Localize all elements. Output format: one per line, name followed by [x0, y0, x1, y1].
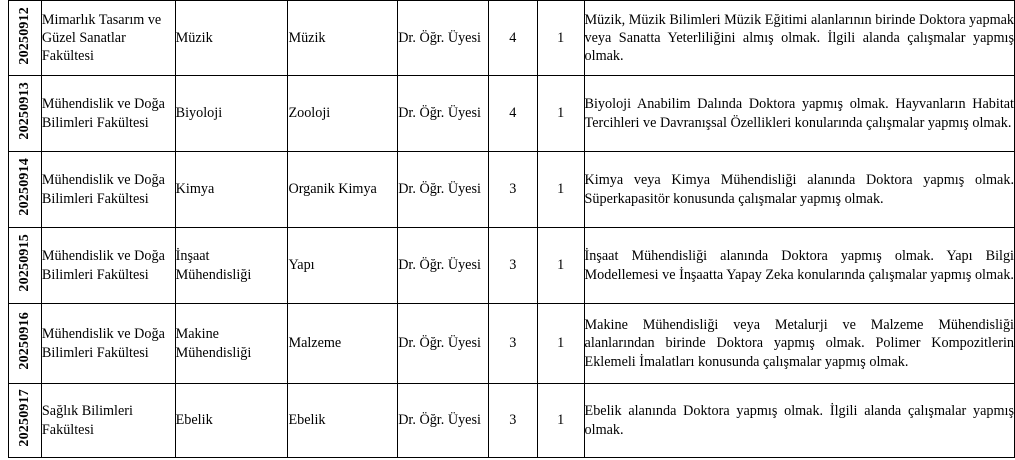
field-cell: Müzik: [288, 1, 398, 76]
table-row: [9, 76, 1015, 152]
position-code: 20250913: [16, 82, 32, 140]
count-cell: 1: [537, 304, 584, 384]
field-cell: Organik Kimya: [288, 152, 398, 228]
faculty-cell: Sağlık Bilimleri Fakültesi: [41, 384, 175, 458]
count-cell: 1: [537, 152, 584, 228]
count-cell: 1: [537, 1, 584, 76]
table-row: [9, 1, 1015, 76]
title-cell: Dr. Öğr. Üyesi: [398, 152, 489, 228]
position-code-cell: [9, 228, 42, 304]
degree-cell: 3: [488, 228, 537, 304]
department-cell: Müzik: [175, 1, 288, 76]
position-code: 20250912: [16, 6, 32, 65]
faculty-cell: Mühendislik ve Doğa Bilimleri Fakültesi: [41, 76, 175, 152]
position-code: 20250917: [16, 389, 32, 447]
position-code: 20250915: [16, 234, 32, 292]
faculty-cell: Mühendislik ve Doğa Bilimleri Fakültesi: [41, 304, 175, 384]
title-cell: Dr. Öğr. Üyesi: [398, 1, 489, 76]
position-code-cell: [9, 1, 42, 76]
field-cell: Malzeme: [288, 304, 398, 384]
table-row: [9, 152, 1015, 228]
faculty-cell: Mimarlık Tasarım ve Güzel Sanatlar Fakültesi: [41, 1, 175, 76]
count-cell: 1: [537, 228, 584, 304]
department-cell: Biyoloji: [175, 76, 288, 152]
title-cell: Dr. Öğr. Üyesi: [398, 228, 489, 304]
description-cell: Müzik, Müzik Bilimleri Müzik Eğitimi alanlarının birinde Doktora yapmak veya Sanatta Yeterliliğini almış olmak. İlgili alanda çalışmalar yapmış olmak.: [584, 1, 1014, 76]
field-cell: Ebelik: [288, 384, 398, 458]
degree-cell: 3: [488, 152, 537, 228]
position-code-cell: [9, 76, 42, 152]
count-cell: 1: [537, 76, 584, 152]
faculty-cell: Mühendislik ve Doğa Bilimleri Fakültesi: [41, 228, 175, 304]
degree-cell: 4: [488, 1, 537, 76]
description-cell: Makine Mühendisliği veya Metalurji ve Malzeme Mühendisliği alanlarından birinde Doktora yapmış olmak. Polimer Kompozitlerin Eklemeli İmalatları konusunda çalışmalar yapmış olmak.: [584, 304, 1014, 384]
degree-cell: 3: [488, 304, 537, 384]
position-code: 20250914: [16, 158, 32, 216]
title-cell: Dr. Öğr. Üyesi: [398, 384, 489, 458]
position-code-cell: [9, 384, 42, 458]
field-cell: Zooloji: [288, 76, 398, 152]
department-cell: Ebelik: [175, 384, 288, 458]
degree-cell: 4: [488, 76, 537, 152]
description-cell: Biyoloji Anabilim Dalında Doktora yapmış olmak. Hayvanların Habitat Tercihleri ve Davranışsal Özellikleri konularında çalışmalar yapmış olmak.: [584, 76, 1014, 152]
position-listing-table: [8, 0, 1015, 458]
degree-cell: 3: [488, 384, 537, 458]
description-cell: İnşaat Mühendisliği alanında Doktora yapmış olmak. Yapı Bilgi Modellemesi ve İnşaatta Yapay Zeka konularında çalışmalar yapmış olmak.: [584, 228, 1014, 304]
position-code: 20250916: [16, 312, 32, 370]
faculty-cell: Mühendislik ve Doğa Bilimleri Fakültesi: [41, 152, 175, 228]
department-cell: Kimya: [175, 152, 288, 228]
title-cell: Dr. Öğr. Üyesi: [398, 304, 489, 384]
table-row: [9, 228, 1015, 304]
table-row: [9, 384, 1015, 458]
department-cell: Makine Mühendisliği: [175, 304, 288, 384]
description-cell: Kimya veya Kimya Mühendisliği alanında Doktora yapmış olmak. Süperkapasitör konusunda çalışmalar yapmış olmak.: [584, 152, 1014, 228]
title-cell: Dr. Öğr. Üyesi: [398, 76, 489, 152]
count-cell: 1: [537, 384, 584, 458]
description-cell: Ebelik alanında Doktora yapmış olmak. İlgili alanda çalışmalar yapmış olmak.: [584, 384, 1014, 458]
department-cell: İnşaat Mühendisliği: [175, 228, 288, 304]
position-code-cell: [9, 304, 42, 384]
position-code-cell: [9, 152, 42, 228]
field-cell: Yapı: [288, 228, 398, 304]
table-row: [9, 304, 1015, 384]
